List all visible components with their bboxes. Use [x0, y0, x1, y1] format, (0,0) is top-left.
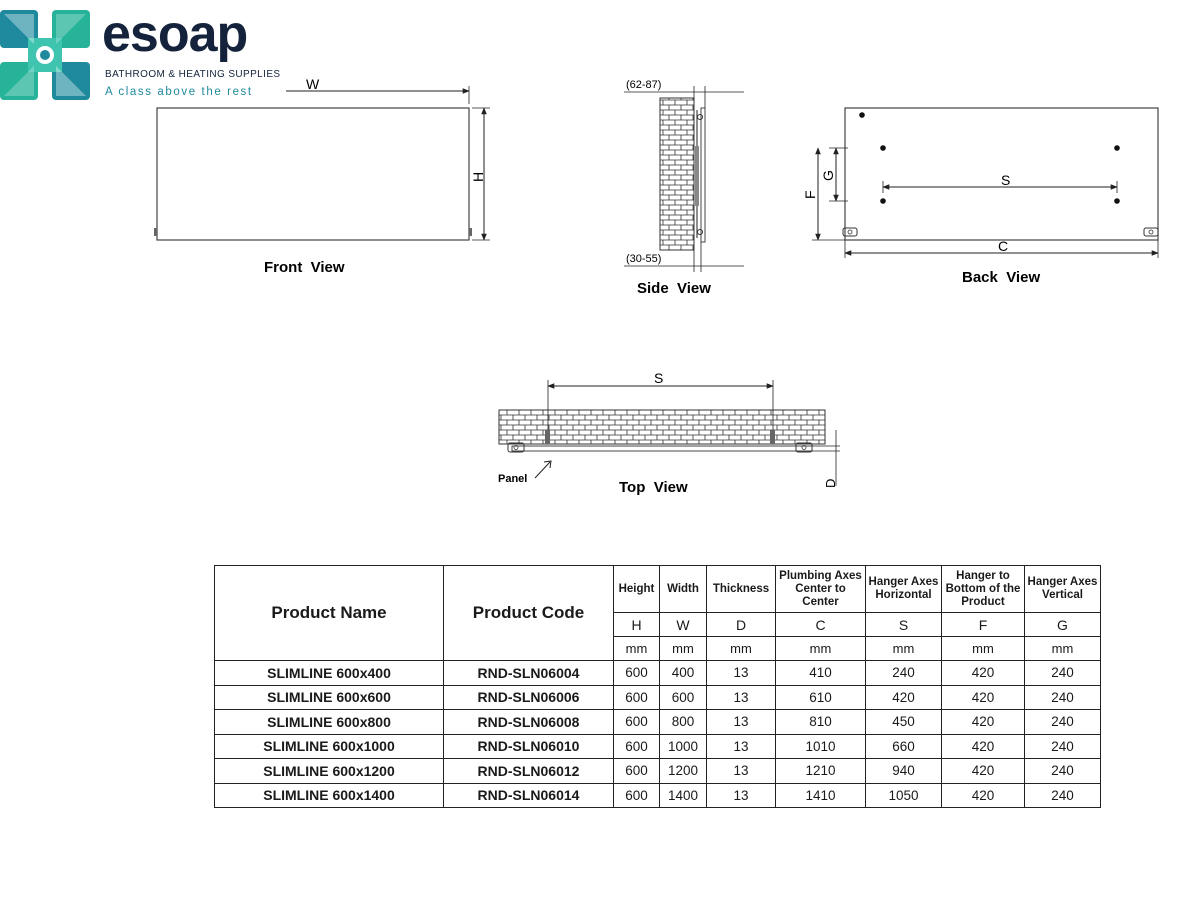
value-cell: 940: [866, 759, 942, 784]
side-top-range: (62-87): [626, 79, 662, 91]
panel-pointer-arrow-icon: [535, 461, 551, 478]
table-row: [215, 685, 1101, 710]
s-label-back: S: [1001, 172, 1011, 188]
value-cell: 600: [614, 661, 660, 686]
value-cell: 660: [866, 734, 942, 759]
product-name-cell: SLIMLINE 600x800: [215, 710, 444, 735]
value-cell: 600: [614, 710, 660, 735]
front-left-fitting: [154, 228, 157, 236]
value-cell: 1200: [660, 759, 707, 784]
brand-subtitle: BATHROOM & HEATING SUPPLIES: [105, 69, 281, 80]
product-code-cell: RND-SLN06014: [444, 783, 614, 808]
value-cell: 420: [866, 685, 942, 710]
value-cell: 600: [660, 685, 707, 710]
value-cell: 1050: [866, 783, 942, 808]
value-cell: 13: [707, 783, 776, 808]
back-view: [802, 108, 1158, 286]
side-view-caption: Side View: [637, 280, 711, 297]
s-label-top: S: [654, 370, 664, 386]
product-code-cell: RND-SLN06012: [444, 759, 614, 784]
product-code-cell: RND-SLN06004: [444, 661, 614, 686]
value-cell: 400: [660, 661, 707, 686]
value-cell: 1000: [660, 734, 707, 759]
value-cell: 1400: [660, 783, 707, 808]
column-symbol: S: [866, 613, 942, 637]
value-cell: 600: [614, 685, 660, 710]
value-cell: 1410: [776, 783, 866, 808]
value-cell: 240: [1025, 783, 1101, 808]
front-view: [154, 76, 490, 276]
brand-tagline: A class above the rest: [105, 86, 253, 98]
column-unit: mm: [1025, 637, 1101, 661]
front-view-caption: Front View: [264, 259, 345, 276]
product-code-cell: RND-SLN06008: [444, 710, 614, 735]
value-cell: 240: [1025, 734, 1101, 759]
product-name-cell: SLIMLINE 600x1000: [215, 734, 444, 759]
value-cell: 1010: [776, 734, 866, 759]
back-dot-corner: [859, 112, 865, 118]
column-symbol: W: [660, 613, 707, 637]
value-cell: 420: [942, 710, 1025, 735]
value-cell: 1210: [776, 759, 866, 784]
value-cell: 410: [776, 661, 866, 686]
column-symbol: G: [1025, 613, 1101, 637]
column-header-plumbing-axes: Plumbing Axes Center to Center: [776, 566, 866, 613]
f-label: F: [802, 190, 818, 199]
top-hanger-right: [770, 430, 775, 444]
top-view: [498, 370, 840, 496]
value-cell: 13: [707, 661, 776, 686]
product-name-cell: SLIMLINE 600x1200: [215, 759, 444, 784]
side-fitting-top: [698, 115, 703, 120]
column-unit: mm: [776, 637, 866, 661]
value-cell: 800: [660, 710, 707, 735]
hanger-dot-top-left: [880, 145, 886, 151]
product-code-cell: RND-SLN06006: [444, 685, 614, 710]
hanger-dot-bottom-left: [880, 198, 886, 204]
back-view-caption: Back View: [962, 269, 1041, 286]
top-panel: [512, 446, 812, 451]
hanger-dot-top-right: [1114, 145, 1120, 151]
value-cell: 13: [707, 685, 776, 710]
value-cell: 810: [776, 710, 866, 735]
column-unit: mm: [660, 637, 707, 661]
value-cell: 240: [1025, 710, 1101, 735]
column-unit: mm: [866, 637, 942, 661]
value-cell: 13: [707, 759, 776, 784]
w-label: W: [306, 76, 320, 92]
value-cell: 420: [942, 661, 1025, 686]
value-cell: 600: [614, 783, 660, 808]
column-header-width: Width: [660, 566, 707, 613]
table-row: [215, 710, 1101, 735]
specification-table: [214, 565, 1101, 808]
side-panel: [701, 108, 705, 242]
g-label: G: [820, 170, 836, 181]
value-cell: 610: [776, 685, 866, 710]
panel-label: Panel: [498, 473, 528, 485]
side-view: [624, 79, 744, 297]
value-cell: 420: [942, 759, 1025, 784]
value-cell: 240: [866, 661, 942, 686]
product-code-cell: RND-SLN06010: [444, 734, 614, 759]
value-cell: 420: [942, 734, 1025, 759]
value-cell: 13: [707, 734, 776, 759]
value-cell: 600: [614, 734, 660, 759]
c-label: C: [998, 238, 1009, 254]
column-header-height: Height: [614, 566, 660, 613]
product-code-header: Product Code: [444, 566, 614, 661]
column-unit: mm: [614, 637, 660, 661]
side-wall: [660, 98, 694, 250]
column-symbol: D: [707, 613, 776, 637]
column-unit: mm: [707, 637, 776, 661]
table-row: [215, 734, 1101, 759]
column-header-hanger-horizontal: Hanger Axes Horizontal: [866, 566, 942, 613]
value-cell: 240: [1025, 685, 1101, 710]
value-cell: 240: [1025, 759, 1101, 784]
column-symbol: F: [942, 613, 1025, 637]
column-header-hanger-vertical: Hanger Axes Vertical: [1025, 566, 1101, 613]
back-right-valve-icon: [1144, 228, 1158, 236]
side-bracket-upper: [695, 146, 699, 206]
column-symbol: C: [776, 613, 866, 637]
column-unit: mm: [942, 637, 1025, 661]
hanger-dot-bottom-right: [1114, 198, 1120, 204]
top-view-caption: Top View: [619, 479, 688, 496]
value-cell: 450: [866, 710, 942, 735]
product-name-cell: SLIMLINE 600x400: [215, 661, 444, 686]
side-fitting-bottom: [698, 230, 703, 235]
front-panel: [157, 108, 469, 240]
d-label: D: [823, 478, 838, 488]
top-hanger-left: [545, 430, 550, 444]
table-row: [215, 759, 1101, 784]
table-row: [215, 661, 1101, 686]
column-header-hanger-bottom: Hanger to Bottom of the Product: [942, 566, 1025, 613]
column-header-thickness: Thickness: [707, 566, 776, 613]
table-row: [215, 783, 1101, 808]
front-right-fitting: [469, 228, 472, 236]
value-cell: 420: [942, 783, 1025, 808]
column-symbol: H: [614, 613, 660, 637]
side-bottom-range: (30-55): [626, 253, 662, 265]
product-name-cell: SLIMLINE 600x600: [215, 685, 444, 710]
value-cell: 240: [1025, 661, 1101, 686]
h-label: H: [470, 171, 486, 182]
value-cell: 600: [614, 759, 660, 784]
product-name-header: Product Name: [215, 566, 444, 661]
value-cell: 13: [707, 710, 776, 735]
value-cell: 420: [942, 685, 1025, 710]
brand-name: esoap: [102, 5, 248, 63]
product-name-cell: SLIMLINE 600x1400: [215, 783, 444, 808]
